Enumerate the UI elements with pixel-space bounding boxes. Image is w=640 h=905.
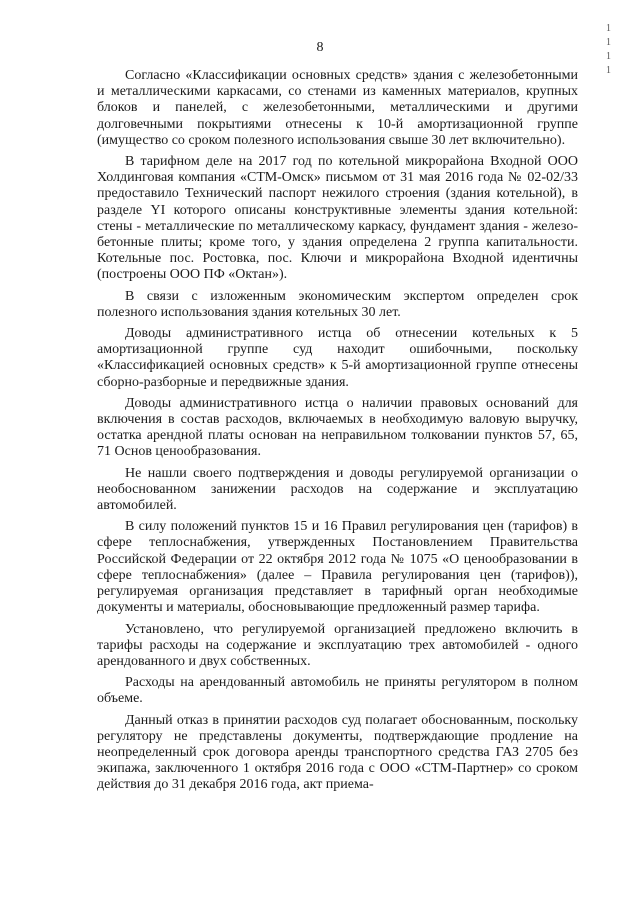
page-number: 8 [316, 40, 324, 55]
paragraph: В связи с изложенным экономическим экспертом определен срок полезного использования здания котельных 30 лет. [97, 288, 578, 320]
paragraph: Доводы административного истца о наличии правовых оснований для включения в состав расходов, включаемых в необходимую валовую выручку, остатка арендной платы основан на неправильном толковании пунктов 57, 65, 71 Основ ценообразования. [97, 395, 578, 460]
paragraph: В тарифном деле на 2017 год по котельной микрорайона Входной ООО Холдинговая компания «СТМ-Омск» письмом от 31 мая 2016 года № 02-02/33 предоставило Технический паспорт нежилого строения (здания котельной), в разделе YI которого описаны конструктивные элементы здания котельной: стены - металлические по металлическому каркасу, фундамент здания - железо-бетонные плиты; кроме того, у здания определена 2 группа капитальности. Котельные пос. Ростовка, пос. Ключи и микрорайона Входной идентичны (построены ООО ПФ «Октан»). [97, 154, 578, 283]
margin-marks [606, 22, 616, 78]
paragraph: Данный отказ в принятии расходов суд полагает обоснованным, поскольку регулятору не представлены документы, подтверждающие продление на неопределенный срок договора аренды транспортного средства ГАЗ 2705 без экипажа, заключенного 1 октября 2016 года с ООО «СТМ-Партнер» со сроком действия до 31 декабря 2016 года, акт приема- [97, 712, 578, 793]
paragraph: Согласно «Классификации основных средств» здания с железобетонными и металлическими каркасами, со стенами из каменных материалов, крупных блоков и панелей, с железобетонными, металлическими и другими долговечными покрытиями отнесены к 10-й амортизационной группе (имущество со сроком полезного использования свыше 30 лет включительно). [97, 68, 578, 148]
margin-mark: 1 [606, 65, 611, 76]
paragraph: Расходы на арендованный автомобиль не приняты регулятором в полном объеме. [97, 675, 578, 707]
paragraph: В силу положений пунктов 15 и 16 Правил регулирования цен (тарифов) в сфере теплоснабжения, утвержденных Постановлением Правительства Российской Федерации от 22 октября 2012 года № 1075 «О ценообразовании в сфере теплоснабжения» (далее – Правила регулирования цен (тарифов)), регулируемая организация представляет в тарифный орган необходимые документы и материалы, обосновывающие предложенный размер тарифа. [97, 519, 578, 616]
margin-mark: 1 [606, 51, 611, 62]
paragraph: Доводы административного истца об отнесении котельных к 5 амортизационной группе суд находит ошибочными, поскольку «Классификацией основных средств» к 5-й амортизационной группе отнесены сборно-разборные и передвижные здания. [97, 326, 578, 390]
paragraph: Установлено, что регулируемой организацией предложено включить в тарифы расходы на содержание и эксплуатацию трех автомобилей - одного арендованного и двух собственных. [97, 621, 578, 669]
document-body [97, 68, 578, 799]
margin-mark: 1 [606, 37, 611, 48]
margin-mark: 1 [606, 23, 611, 34]
paragraph: Не нашли своего подтверждения и доводы регулируемой организации о необоснованном занижении расходов на содержание и эксплуатацию автомобилей. [97, 465, 578, 514]
